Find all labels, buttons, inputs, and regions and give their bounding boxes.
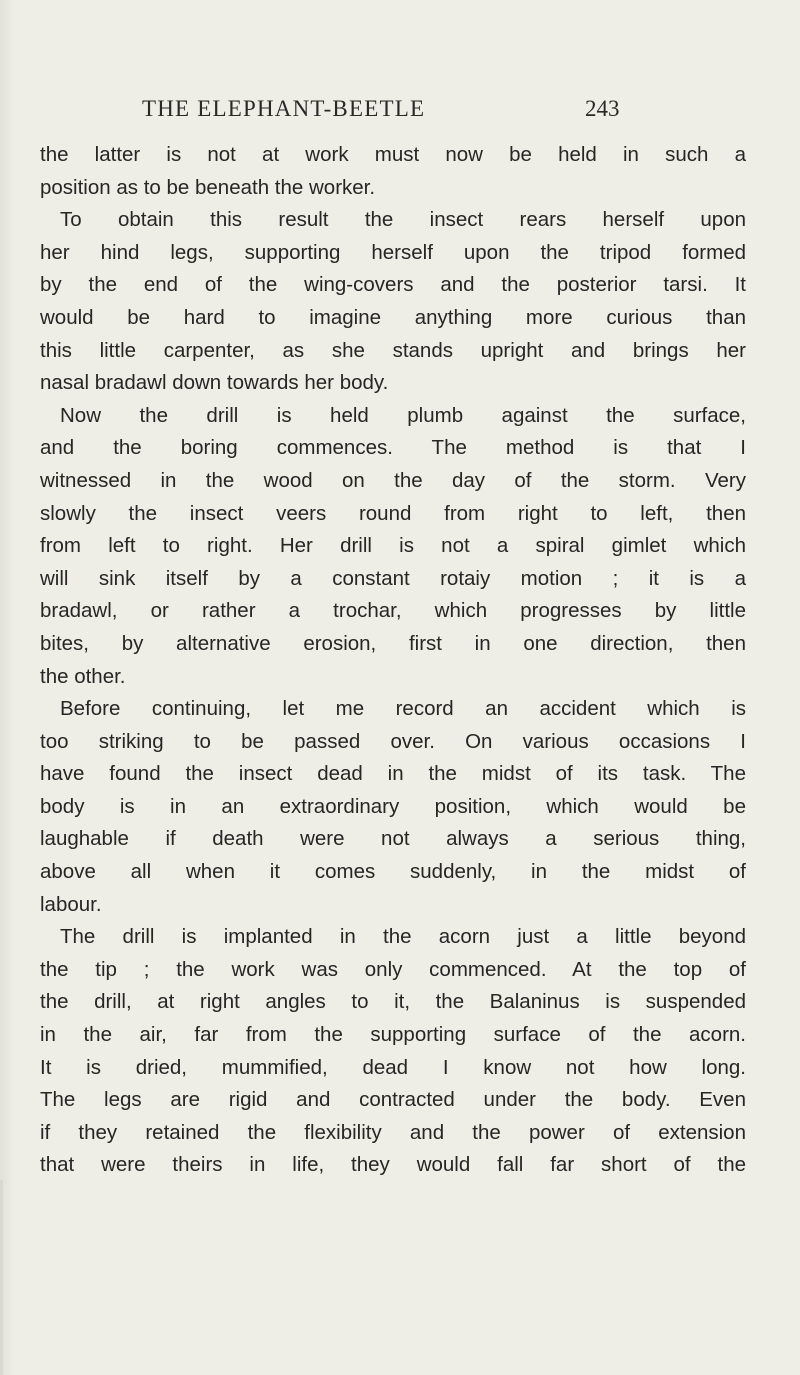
text-line: will sink itself by a constant rotaiy motion ; it is a bbox=[40, 566, 746, 590]
text-line: above all when it comes suddenly, in the midst of bbox=[40, 860, 746, 884]
text-line: The drill is implanted in the acorn just a little beyond bbox=[60, 925, 746, 949]
text-line: this little carpenter, as she stands upright and brings her bbox=[40, 338, 746, 362]
text-line: too striking to be passed over. On various occasions I bbox=[40, 729, 746, 753]
page-number: 243 bbox=[585, 96, 620, 121]
text-line: the other. bbox=[40, 664, 126, 688]
text-line: nasal bradawl down towards her body. bbox=[40, 371, 389, 395]
text-line: bites, by alternative erosion, first in one direction, then bbox=[40, 631, 746, 655]
text-line: have found the insect dead in the midst of its task. The bbox=[40, 762, 746, 786]
text-line: in the air, far from the supporting surface of the acorn. bbox=[40, 1023, 746, 1047]
text-line: the tip ; the work was only commenced. At the top of bbox=[40, 957, 746, 981]
text-line: the latter is not at work must now be held in such a bbox=[40, 143, 746, 166]
text-line: The legs are rigid and contracted under the body. Even bbox=[40, 1088, 746, 1112]
text-line: labour. bbox=[40, 892, 102, 916]
text-line: and the boring commences. The method is that I bbox=[40, 436, 746, 460]
page-shadow bbox=[0, 0, 14, 1375]
text-line: slowly the insect veers round from right to left, then bbox=[40, 501, 746, 525]
text-line: Before continuing, let me record an accident which is bbox=[60, 697, 746, 721]
text-line: bradawl, or rather a trochar, which progresses by little bbox=[40, 599, 746, 623]
text-line: position as to be beneath the worker. bbox=[40, 175, 376, 199]
text-line: by the end of the wing-covers and the posterior tarsi. It bbox=[40, 273, 746, 297]
running-header bbox=[0, 96, 800, 136]
text-line: if they retained the flexibility and the power of extension bbox=[40, 1120, 746, 1144]
text-line: witnessed in the wood on the day of the storm. Very bbox=[40, 468, 746, 492]
text-line: from left to right. Her drill is not a spiral gimlet which bbox=[40, 534, 746, 558]
text-line: Now the drill is held plumb against the surface, bbox=[60, 403, 746, 427]
page-edge bbox=[0, 1180, 3, 1375]
text-line: To obtain this result the insect rears herself upon bbox=[60, 208, 746, 232]
text-line: laughable if death were not always a serious thing, bbox=[40, 827, 746, 851]
running-title: THE ELEPHANT-BEETLE bbox=[142, 96, 426, 121]
text-line: her hind legs, supporting herself upon the tripod formed bbox=[40, 240, 746, 264]
text-line: would be hard to imagine anything more curious than bbox=[40, 305, 746, 329]
text-line: the drill, at right angles to it, the Balaninus is suspended bbox=[40, 990, 746, 1014]
text-line: body is in an extraordinary position, which would be bbox=[40, 794, 746, 818]
body-text bbox=[40, 139, 746, 1182]
text-line: that were theirs in life, they would fall far short of the bbox=[40, 1153, 746, 1177]
text-line: It is dried, mummified, dead I know not how long. bbox=[40, 1055, 746, 1079]
